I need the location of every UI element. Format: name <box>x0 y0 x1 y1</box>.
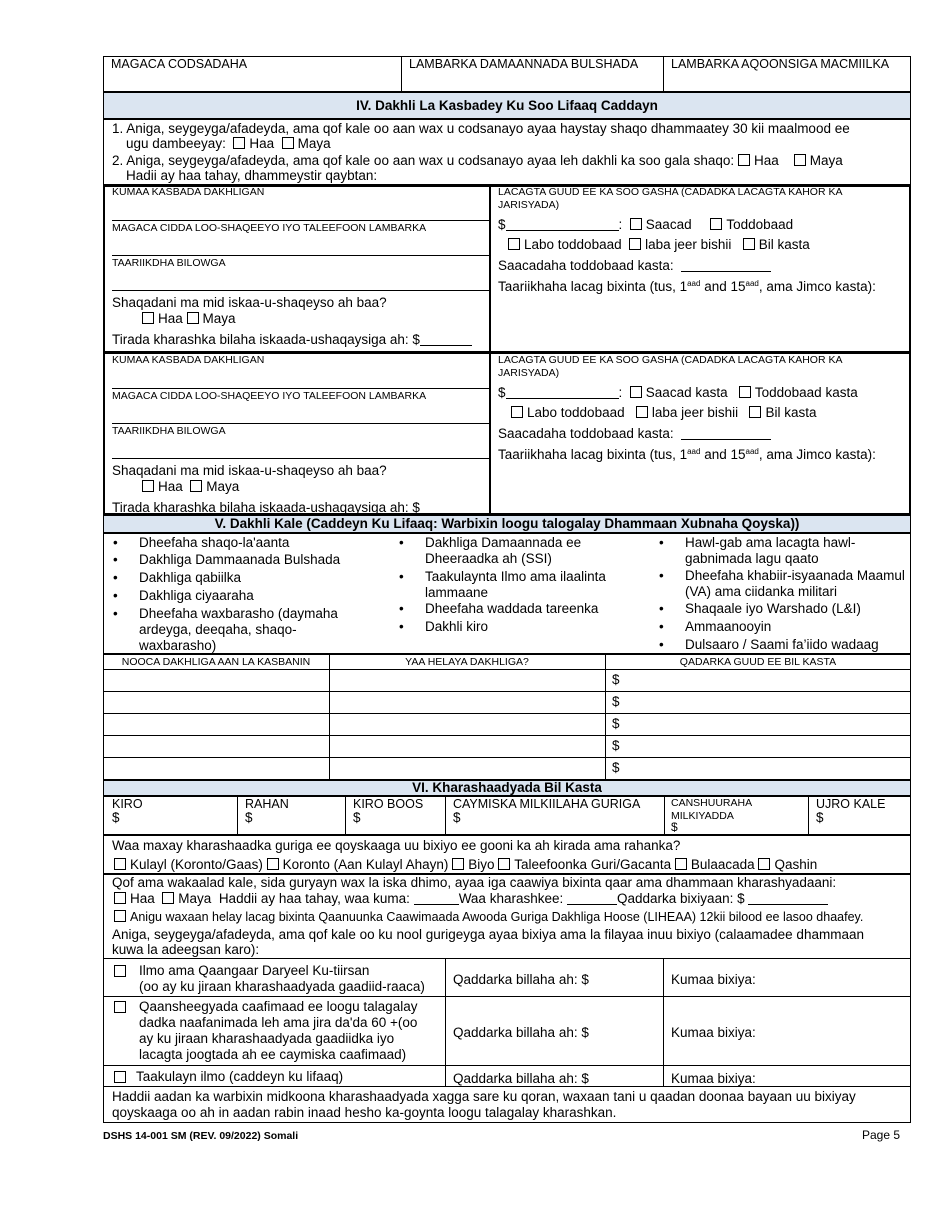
monthly-checkbox[interactable] <box>743 238 755 250</box>
q2-maya-checkbox[interactable] <box>794 154 806 166</box>
utilities-options: Kulayl (Koronto/Gaas) Koronto (Aan Kulayl Ahayn) Biyo Taleefoonka Guri/Gacanta Bulaacada Qashin <box>114 857 817 873</box>
assist-who-field[interactable] <box>414 892 459 905</box>
gross-pay-label: LACAGTA GUUD EE KA SOO GASHA (CADADKA LACAGTA KAHOR KA <box>498 354 843 366</box>
self-employed-question: Shaqadani ma mid iskaa-u-shaqeyso ah baa? <box>112 463 387 478</box>
biweekly-checkbox[interactable] <box>511 406 523 418</box>
rent-label: KIRO <box>112 797 143 811</box>
list-item: • Dulsaaro / Saami fa’iido wadaag <box>685 637 910 653</box>
mortgage-label: RAHAN <box>245 797 289 811</box>
self-employed-expense: Tirada kharashka bilaha iskaada-ushaqaysiga ah: $ <box>112 500 472 514</box>
gross-pay-line: $ : Saacad Toddobaad <box>498 217 794 232</box>
care-row-label: Qaansheegyada caafimaad ee loogu talagalay <box>139 999 418 1014</box>
space-rent-field[interactable]: $ <box>353 810 361 825</box>
note-text: Haddii aadan ka warbixin midkoona kharashaadyada xagga sare ku qoran, waxaan tani u qaadan doonaa bayaan uu bixiyay <box>112 1089 856 1104</box>
q1-maya-checkbox[interactable] <box>282 137 294 149</box>
household-question: Aniga, seygeyga/afadeyda, ama qof kale oo ku nool gurigeyga ayaa bixiya ama la filayaa inuu bixiyo (calaamadee dhammaan <box>112 927 864 942</box>
weekly-checkbox[interactable] <box>710 218 722 230</box>
assistance-question: Qof ama wakaalad kale, sida guryayn wax la iska dhimo, ayaa iga caawiya bixinta qaar ama dhammaan kharashyadaani: <box>112 875 837 890</box>
weekly-checkbox[interactable] <box>739 386 751 398</box>
list-item: • Dakhliga ciyaaraha <box>139 588 364 604</box>
list-item: • Dakhli kiro <box>425 619 640 635</box>
hourly-checkbox[interactable] <box>630 218 642 230</box>
self-employed-haa-checkbox[interactable] <box>142 312 154 324</box>
page-number: Page 5 <box>862 1128 901 1142</box>
expense-field[interactable] <box>420 501 472 514</box>
care-who[interactable]: Kumaa bixiya: <box>671 1071 756 1086</box>
employer-name-label: KUMAA KASBADA DAKHLIGAN <box>112 354 265 366</box>
list-item: • Taakulaynta Ilmo ama ilaalinta lammaane <box>425 569 640 601</box>
start-date-label: TAARIIKDHA BILOWGA <box>112 425 226 437</box>
table-row[interactable]: $ <box>612 694 620 709</box>
self-employed-expense: Tirada kharashka bilaha iskaada-ushaqaysiga ah: $ <box>112 332 472 348</box>
q2-line1: 2. Aniga, seygeyga/afadeyda, ama qof kale oo aan wax u codsanayo ayaa leh dakhli ka soo gala shaqo: Haa Maya <box>112 153 843 168</box>
homeowners-insurance-label: CAYMISKA MILKIILAHA GURIGA <box>453 797 641 811</box>
care-row-label: lacagta joogtada ah ee caymiska caafimaad) <box>139 1047 407 1062</box>
care-row-label: ay ku jiraan kharashaadyada gaadiidka iyo <box>139 1031 395 1046</box>
q1-haa-checkbox[interactable] <box>233 137 245 149</box>
table-header: YAA HELAYA DAKHLIGA? <box>405 656 529 668</box>
self-employed-haa-checkbox[interactable] <box>142 480 154 492</box>
self-employed-options: Haa Maya <box>142 311 236 327</box>
gross-pay-label-2: JARISYADA) <box>498 199 560 211</box>
q2-haa-checkbox[interactable] <box>738 154 750 166</box>
table-header: NOOCA DAKHLIGA AAN LA KASBANIN <box>121 656 311 668</box>
liheap-checkbox[interactable] <box>114 910 126 922</box>
employer-name-field[interactable] <box>112 388 489 389</box>
medical-expenses-checkbox[interactable] <box>114 1001 126 1013</box>
gross-pay-line: $ : Saacad kasta Toddobaad kasta <box>498 385 858 400</box>
gross-pay-label: LACAGTA GUUD EE KA SOO GASHA (CADADKA LACAGTA KAHOR KA <box>498 186 843 198</box>
employer-contact-label: MAGACA CIDDA LOO-SHAQEEYO IYO TALEEFOON LAMBARKA <box>112 390 427 402</box>
care-row-label: Ilmo ama Qaangaar Daryeel Ku-tiirsan <box>139 963 370 978</box>
gross-pay-label-2: JARISYADA) <box>498 367 560 379</box>
assistance-answer: Haa Maya Haddii ay haa tahay, waa kuma: Waa kharashkee: Qaddarka bixiyaan: $ <box>114 891 828 907</box>
other-fees-label: UJRO KALE <box>816 797 886 811</box>
other-income-table <box>103 654 911 780</box>
pay-frequency-line: Labo toddobaad laba jeer bishii Bil kasta <box>511 405 816 421</box>
table-header: QADARKA GUUD EE BIL KASTA <box>679 656 837 668</box>
monthly-checkbox[interactable] <box>749 406 761 418</box>
utilities-question: Waa maxay kharashaadka guriga ee qoyskaaga uu bixiyo ee gooni ka ah kirada ama rahanka? <box>112 838 681 853</box>
hours-field[interactable] <box>681 259 771 272</box>
phone-checkbox[interactable] <box>498 858 510 870</box>
start-date-field[interactable] <box>112 458 489 459</box>
employer-name-field[interactable] <box>112 220 489 221</box>
rent-field[interactable]: $ <box>112 810 120 825</box>
client-id-label: LAMBARKA AQOONSIGA MACMIILKA <box>671 57 890 71</box>
care-row-label: Taakulayn ilmo (caddeyn ku lifaaq) <box>136 1069 344 1084</box>
list-item: • Dakhliga Damaannada ee Dheeraadka ah (SSI) <box>425 535 640 567</box>
signer-name-label: MAGACA CODSADAHA <box>111 57 248 71</box>
hourly-checkbox[interactable] <box>630 386 642 398</box>
gross-pay-field[interactable] <box>506 218 619 231</box>
employer-contact-label: MAGACA CIDDA LOO-SHAQEEYO IYO TALEEFOON LAMBARKA <box>112 222 427 234</box>
list-item: • Dheefaha khabiir-isyaanada Maamul (VA) ama ciidanka militari <box>685 568 905 600</box>
ssn-label: LAMBARKA DAMAANNADA BULSHADA <box>409 57 639 71</box>
gross-pay-field[interactable] <box>506 386 619 399</box>
list-item: • Dheefaha shaqo-la'aanta <box>139 535 364 551</box>
list-item: • Shaqaale iyo Warshado (L&I) <box>685 601 905 617</box>
care-row-label: dadka naafanimada leh ama jira da'da 60 +(oo <box>139 1015 418 1030</box>
table-row[interactable]: $ <box>612 672 620 687</box>
child-support-checkbox[interactable] <box>114 1071 126 1083</box>
care-row-label: (oo ay ku jiraan kharashaadyada gaadiid-raaca) <box>139 979 425 994</box>
list-item: • Dheefaha waddada tareenka <box>425 601 640 617</box>
water-checkbox[interactable] <box>452 858 464 870</box>
hours-line: Saacadaha toddobaad kasta: <box>498 258 771 274</box>
self-employed-options: Haa Maya <box>142 479 239 495</box>
care-who[interactable]: Kumaa bixiya: <box>671 1025 756 1040</box>
care-amount[interactable]: Qaddarka billaha ah: $ <box>453 1025 589 1040</box>
other-fees-field[interactable]: $ <box>816 810 824 825</box>
garbage-checkbox[interactable] <box>758 858 770 870</box>
employer-name-label: KUMAA KASBADA DAKHLIGAN <box>112 186 265 198</box>
child-adult-care-checkbox[interactable] <box>114 965 126 977</box>
pay-frequency-line: Labo toddobaad laba jeer bishii Bil kasta <box>508 237 810 253</box>
paydate-line: Taariikhaha lacag bixinta (tus, $1^{aad}$ and $15^{aad}$, ama Jimco kasta): <box>498 447 876 462</box>
self-employed-question: Shaqadani ma mid iskaa-u-shaqeyso ah baa? <box>112 295 387 310</box>
section-iv-title: IV. Dakhli La Kasbadey Ku Soo Lifaaq Caddayn <box>356 98 658 113</box>
electricity-checkbox[interactable] <box>267 858 279 870</box>
q1-line2: ugu dambeeyay: Haa Maya <box>126 136 331 151</box>
start-date-field[interactable] <box>112 290 489 291</box>
assist-haa-checkbox[interactable] <box>114 892 126 904</box>
care-amount[interactable]: Qaddarka billaha ah: $ <box>453 1071 589 1086</box>
mortgage-field[interactable]: $ <box>245 810 253 825</box>
property-tax-field[interactable]: $ <box>671 820 678 834</box>
liheap-line: Anigu waxaan helay lacag bixinta Qaanuunka Caawimaada Awooda Guriga Dakhliga Hoose (LIHEAA) 12kii bilood ee lasoo dhaafey. <box>114 909 863 925</box>
twice-monthly-checkbox[interactable] <box>636 406 648 418</box>
property-tax-label: CANSHUURAHA <box>671 797 753 809</box>
paydate-line: Taariikhaha lacag bixinta (tus, $1^{aad}$ and $15^{aad}$, ama Jimco kasta): <box>498 279 876 294</box>
start-date-label: TAARIIKDHA BILOWGA <box>112 257 226 269</box>
list-item: • Dakhliga Dammaanada Bulshada <box>139 552 364 568</box>
assist-amount-field[interactable] <box>748 892 828 905</box>
biweekly-checkbox[interactable] <box>508 238 520 250</box>
table-row[interactable]: $ <box>612 716 620 731</box>
employer-contact-field[interactable] <box>112 255 489 256</box>
household-question-2: kuwa la adeegsan karo): <box>112 942 260 957</box>
q1-text: 1. Aniga, seygeyga/afadeyda, ama qof kale oo aan wax u codsanayo ayaa haystay shaqo dhammaatey 30 kii maalmood ee <box>112 121 850 136</box>
space-rent-label: KIRO BOOS <box>353 797 424 811</box>
list-item: • Dheefaha waxbarasho (daymaha ardeyga, deeqaha, shaqo-waxbarasho) <box>139 606 364 654</box>
self-employed-maya-checkbox[interactable] <box>187 312 199 324</box>
employer-contact-field[interactable] <box>112 423 489 424</box>
table-row[interactable]: $ <box>612 738 620 753</box>
form-id: DSHS 14-001 SM (REV. 09/2022) Somali <box>103 1130 299 1142</box>
list-item: • Dakhliga qabiilka <box>139 570 364 586</box>
self-employed-maya-checkbox[interactable] <box>190 480 202 492</box>
section-v-title: V. Dakhli Kale (Caddeyn Ku Lifaaq: Warbixin loogu talogalay Dhammaan Xubnaha Qoyska)) <box>214 516 800 531</box>
care-amount[interactable]: Qaddarka billaha ah: $ <box>453 972 589 987</box>
list-item: • Hawl-gab ama lacagta hawl-gabnimada lagu qaato <box>685 535 875 567</box>
expense-field[interactable] <box>420 333 472 346</box>
twice-monthly-checkbox[interactable] <box>629 238 641 250</box>
assist-maya-checkbox[interactable] <box>162 892 174 904</box>
property-tax-label-2: MILKIYADDA <box>671 810 734 822</box>
list-item: • Ammaanooyin <box>685 619 905 635</box>
hours-field[interactable] <box>681 427 771 440</box>
hours-line: Saacadaha toddobaad kasta: <box>498 426 771 442</box>
q2-line2: Hadii ay haa tahay, dhammeystir qaybtan: <box>126 168 378 183</box>
assist-expense-field[interactable] <box>567 892 617 905</box>
care-who[interactable]: Kumaa bixiya: <box>671 972 756 987</box>
note-text-2: qoyskaaga oo ah in aadan rabin inaad hesho ka-goynta loogu talagalay kharashkan. <box>112 1105 617 1120</box>
table-row[interactable]: $ <box>612 760 620 775</box>
heat-checkbox[interactable] <box>114 858 126 870</box>
sewer-checkbox[interactable] <box>675 858 687 870</box>
section-vi-title: VI. Kharashaadyada Bil Kasta <box>412 780 602 795</box>
homeowners-insurance-field[interactable]: $ <box>453 810 461 825</box>
